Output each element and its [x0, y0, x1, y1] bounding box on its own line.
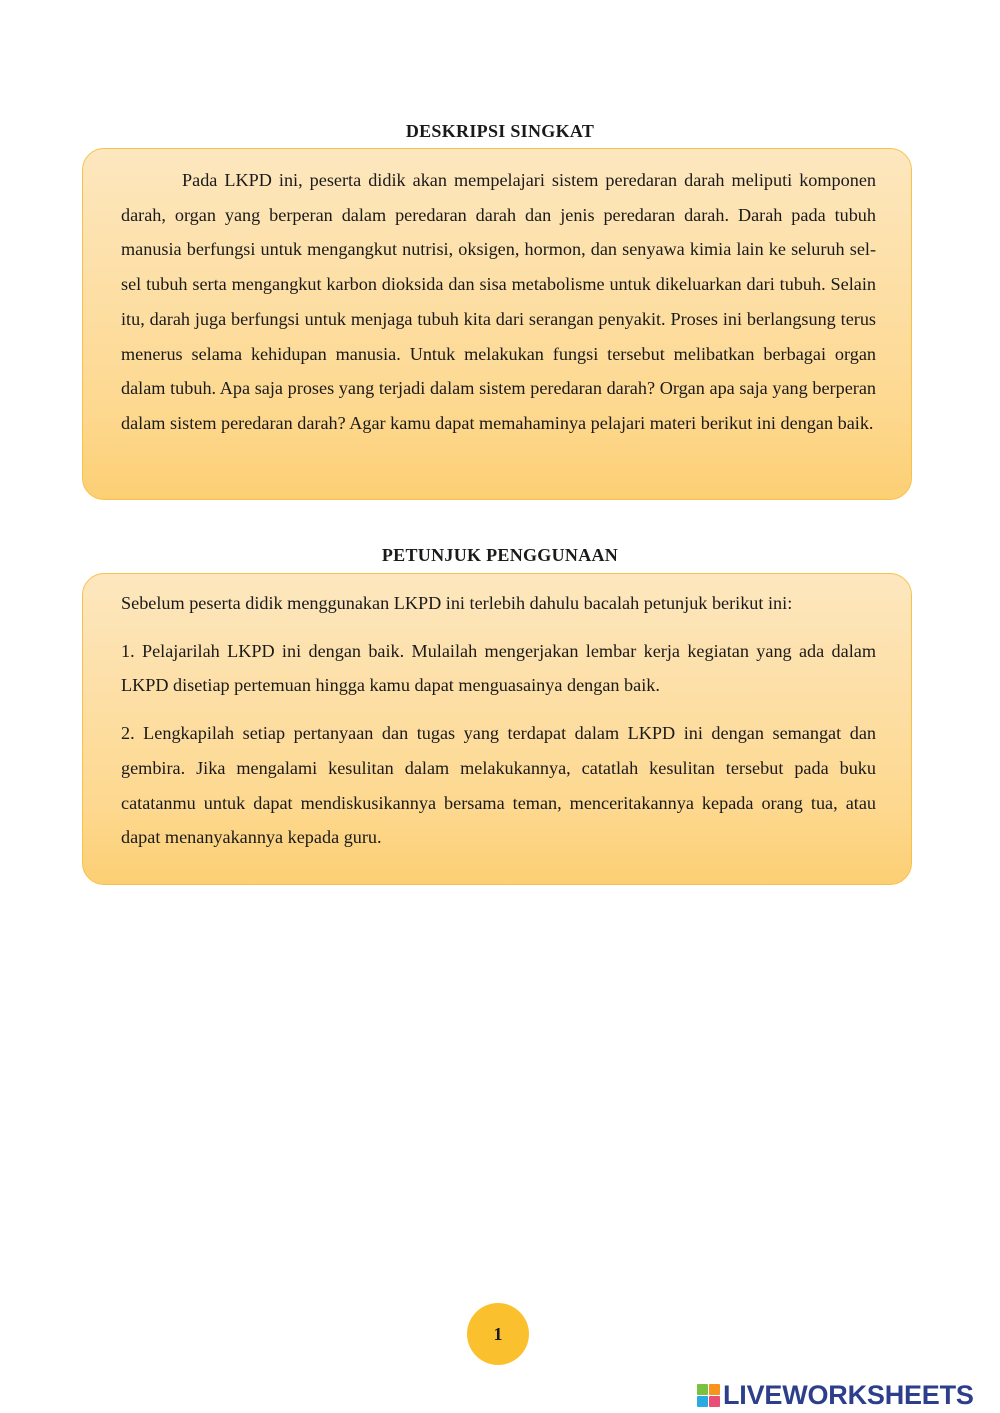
instructions-box: [82, 573, 912, 885]
liveworksheets-logo-icon: [697, 1384, 720, 1407]
instruction-step: 2. Lengkapilah setiap pertanyaan dan tugas yang terdapat dalam LKPD ini dengan semangat dan gembira. Jika mengalami kesulitan dalam melakukannya, catatlah kesulitan tersebut pada buku catatanmu untuk dapat mendiskusikannya bersama teman, menceritakannya kepada orang tua, atau dapat menanyakannya kepada guru.: [121, 723, 876, 848]
instructions-intro: Sebelum peserta didik menggunakan LKPD ini terlebih dahulu bacalah petunjuk berikut ini:: [121, 593, 793, 613]
instruction-step: 1. Pelajarilah LKPD ini dengan baik. Mulailah mengerjakan lembar kerja kegiatan yang ada dalam LKPD disetiap pertemuan hingga kamu dapat menguasainya dengan baik.: [121, 640, 876, 696]
description-paragraph: Pada LKPD ini, peserta didik akan mempelajari sistem peredaran darah meliputi komponen darah, organ yang berperan dalam peredaran darah dan jenis peredaran darah. Darah pada tubuh manusia berfungsi untuk mengangkut nutrisi, oksigen, hormon, dan senyawa kimia lain ke seluruh sel-sel tubuh serta mengangkut karbon dioksida dan sisa metabolisme untuk dikeluarkan dari tubuh. Selain itu, darah juga berfungsi untuk menjaga tubuh kita dari serangan penyakit. Proses ini berlangsung terus menerus selama kehidupan manusia. Untuk melakukan fungsi tersebut melibatkan berbagai organ dalam tubuh. Apa saja proses yang terjadi dalam sistem peredaran darah? Organ apa saja yang berperan dalam sistem peredaran darah? Agar kamu dapat memahaminya pelajari materi berikut ini dengan baik.: [121, 170, 876, 433]
page-number: 1: [493, 1323, 503, 1344]
liveworksheets-watermark: [697, 1378, 974, 1412]
liveworksheets-wordmark: LIVEWORKSHEETS: [723, 1379, 974, 1410]
description-box: [82, 148, 912, 500]
description-heading: DESKRIPSI SINGKAT: [405, 121, 595, 141]
instructions-heading: PETUNJUK PENGGUNAAN: [381, 545, 619, 565]
page-number-badge: [467, 1303, 529, 1365]
